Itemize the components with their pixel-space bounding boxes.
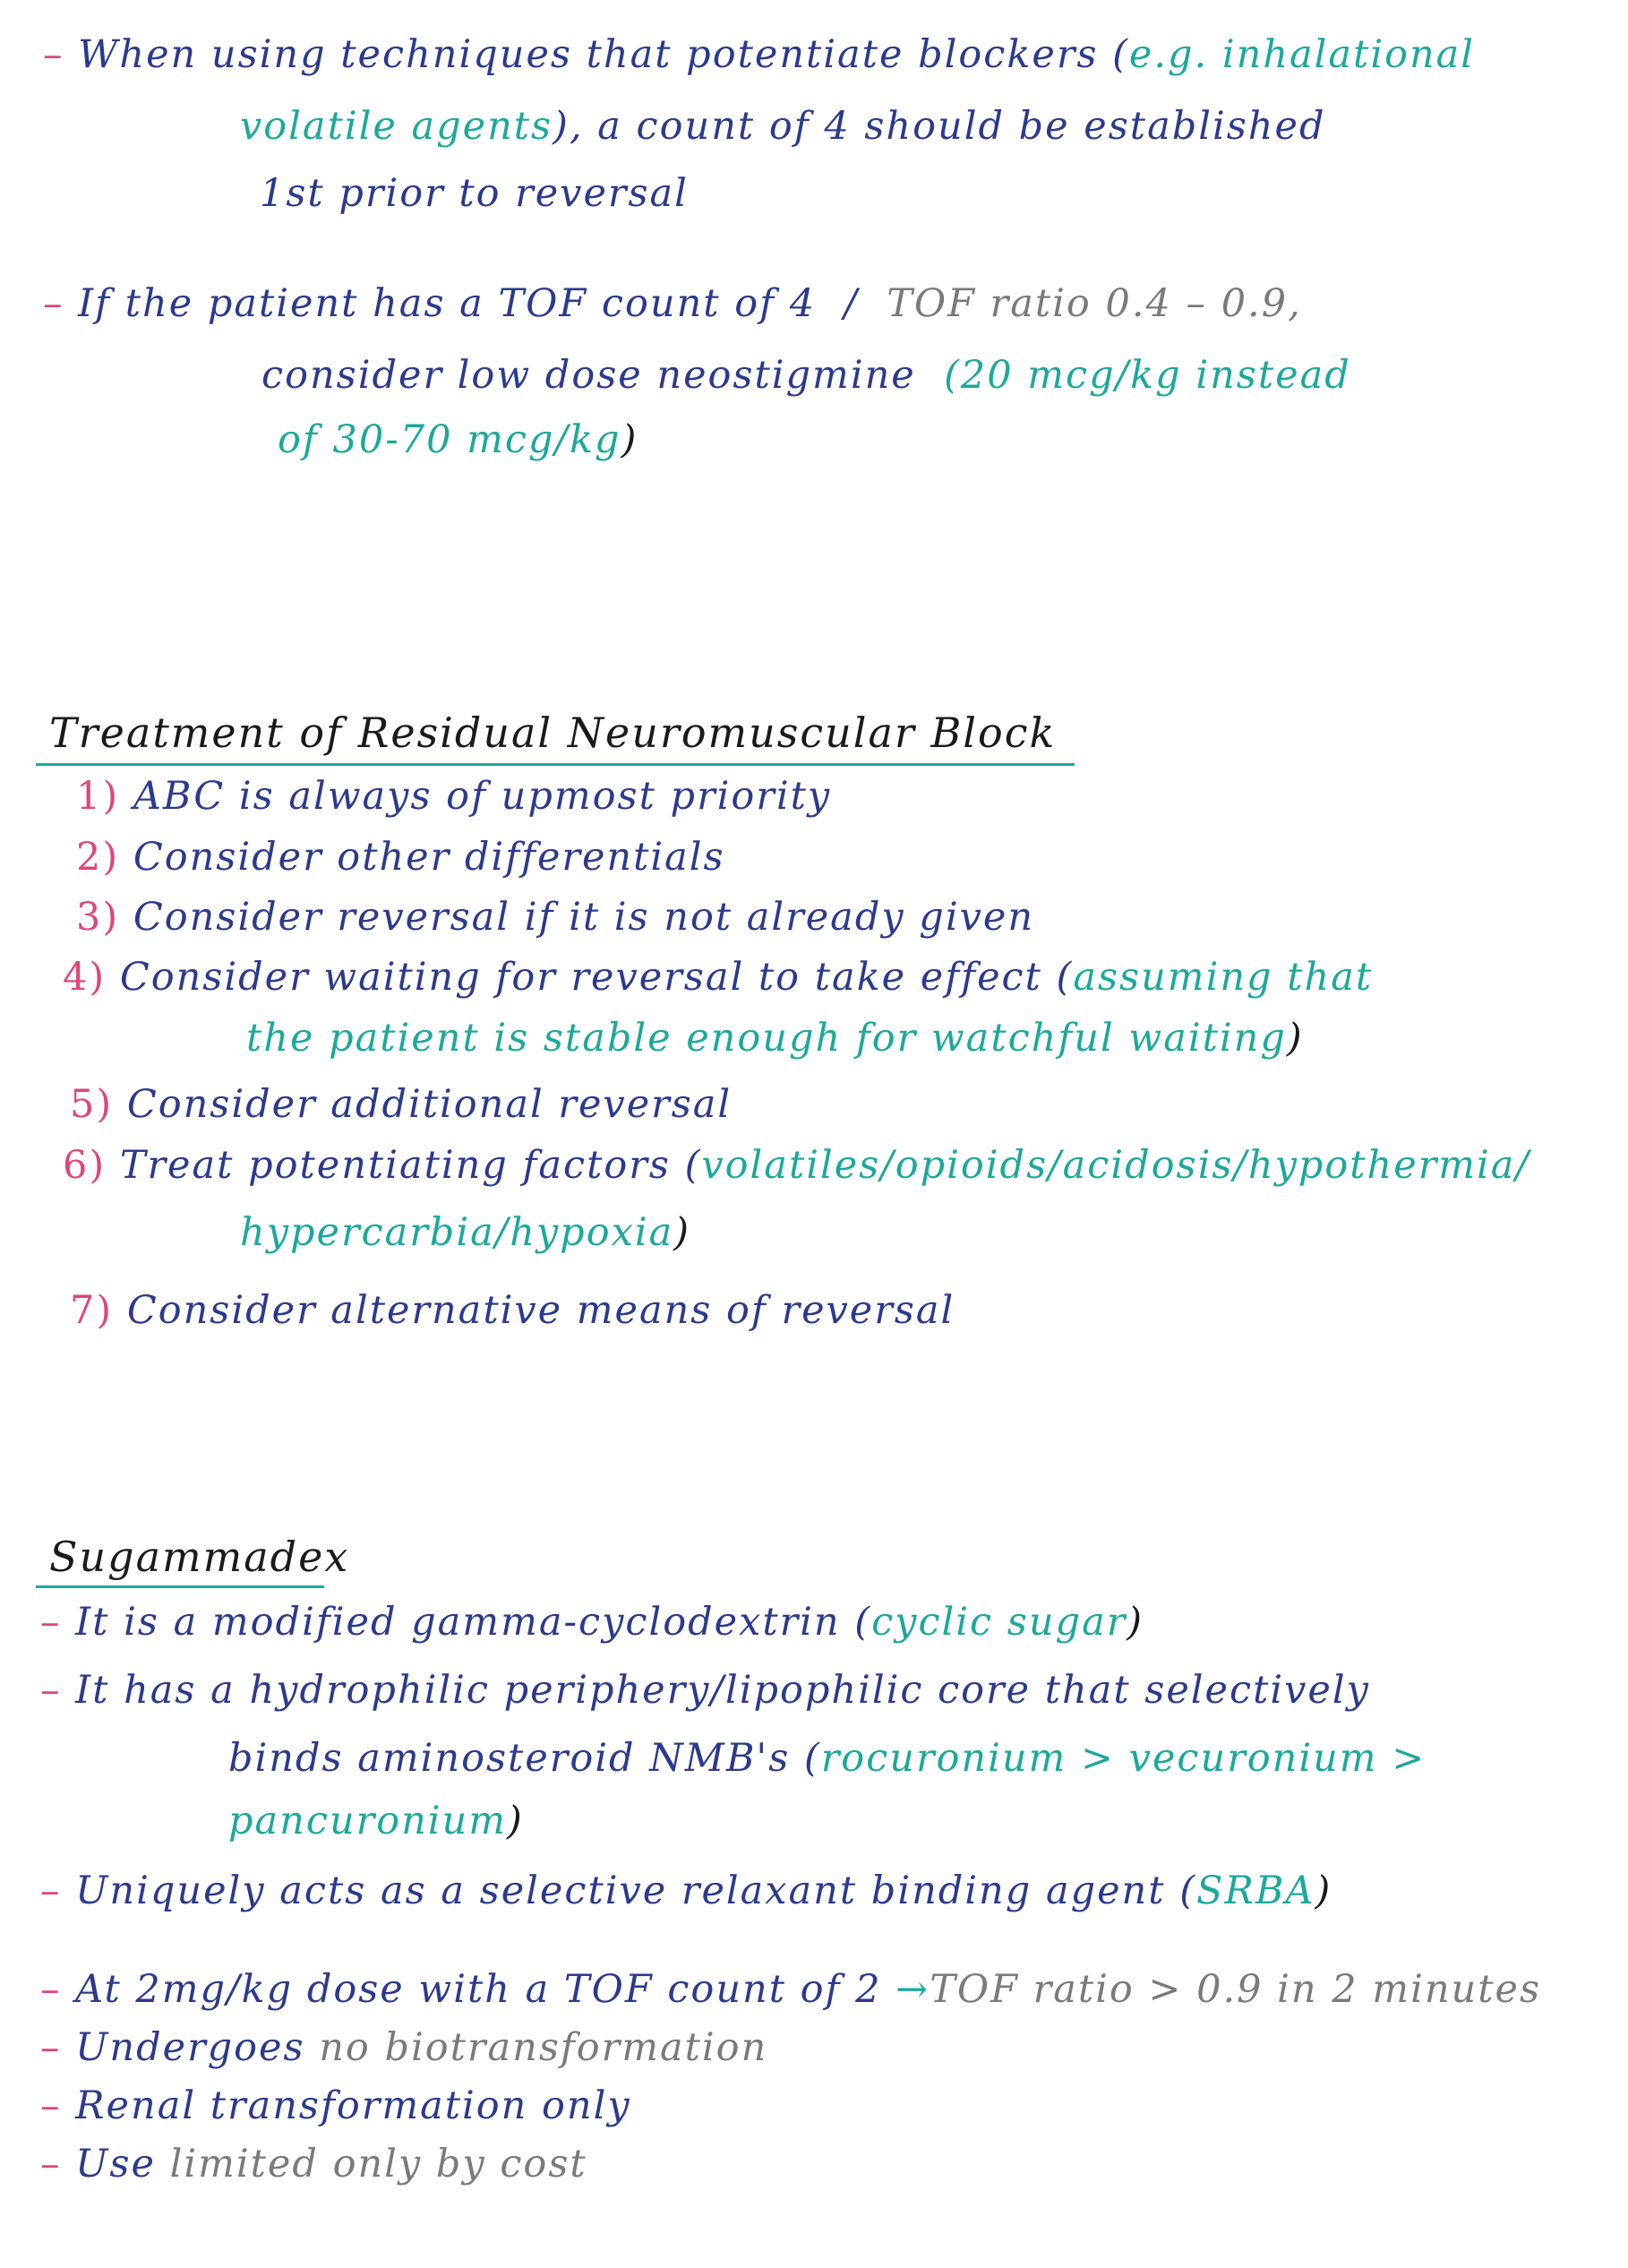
note-line (260, 171, 689, 216)
note-line (40, 1967, 1542, 2012)
bullet-dash: – (40, 1967, 62, 2012)
list-item (70, 1082, 733, 1127)
slash: / (844, 281, 859, 326)
bullet-dash: – (40, 2025, 62, 2070)
note-line (40, 2025, 768, 2070)
note-line (40, 1600, 1144, 1645)
note-line (278, 417, 638, 462)
list-item (70, 1288, 955, 1333)
list-item-continuation (240, 1210, 691, 1255)
note-text: 1st prior to reversal (260, 171, 689, 216)
item-text: Consider reversal if it is not already given (133, 895, 1035, 940)
list-item (76, 835, 725, 880)
note-text: When using techniques that potentiate blockers ( (78, 32, 1129, 77)
bullet-dash: – (40, 1869, 62, 1913)
bullet-dash: – (40, 2142, 62, 2186)
close-paren: ) (1315, 1869, 1332, 1913)
note-line (40, 1869, 1332, 1913)
note-text-gray: TOF ratio > 0.9 in 2 minutes (930, 1967, 1542, 2012)
note-text-gray: no biotransformation (319, 2025, 768, 2070)
item-number: 4) (63, 955, 107, 1000)
bullet-dash: – (40, 1668, 62, 1713)
note-text: Uniquely acts as a selective relaxant binding agent ( (75, 1869, 1196, 1913)
list-item (63, 955, 1374, 1000)
note-line (228, 1736, 1427, 1781)
note-text: It is a modified gamma-cyclodextrin ( (75, 1600, 872, 1645)
bullet-dash: – (43, 281, 64, 326)
heading-underline (36, 1585, 324, 1588)
note-text-teal: pancuronium (228, 1799, 507, 1843)
list-item-continuation (246, 1016, 1304, 1061)
heading-underline (36, 763, 1075, 766)
note-text-teal: e.g. inhalational (1128, 32, 1476, 77)
item-text: ABC is always of upmost priority (133, 774, 832, 819)
item-text: Consider additional reversal (126, 1082, 733, 1127)
note-text-gray: TOF ratio 0.4 – 0.9, (887, 281, 1302, 326)
note-line (40, 1668, 1370, 1713)
item-text-teal: the patient is stable enough for watchful waiting (246, 1016, 1287, 1061)
item-number: 3) (76, 895, 120, 940)
close-paren: ) (507, 1799, 524, 1843)
note-text: At 2mg/kg dose with a TOF count of 2 (75, 1967, 882, 2012)
note-text: Undergoes (75, 2025, 305, 2070)
note-line (228, 1799, 524, 1843)
close-paren: ) (1127, 1600, 1144, 1645)
item-text-teal: assuming that (1073, 955, 1374, 1000)
close-paren: ) (1286, 1016, 1304, 1061)
note-text: It has a hydrophilic periphery/lipophilic core that selectively (75, 1668, 1370, 1713)
list-item (63, 1143, 1530, 1188)
list-item (76, 895, 1035, 940)
arrow-icon: → (895, 1967, 930, 2012)
close-paren: ) (621, 417, 638, 462)
bullet-dash: – (40, 1600, 62, 1645)
note-text-teal: SRBA (1195, 1869, 1315, 1913)
note-line (43, 281, 1302, 326)
note-line (240, 104, 1326, 149)
note-text: Use (75, 2142, 156, 2186)
note-line (40, 2083, 631, 2128)
item-text: Treat potentiating factors ( (119, 1143, 702, 1188)
note-text-teal: volatile agents (240, 104, 553, 149)
note-text-teal: cyclic sugar (871, 1600, 1127, 1645)
item-number: 6) (63, 1143, 107, 1188)
note-text-teal: (20 mcg/kg instead (944, 353, 1351, 398)
item-number: 2) (76, 835, 120, 880)
note-line (40, 2142, 587, 2186)
item-text: Consider waiting for reversal to take effect ( (119, 955, 1074, 1000)
note-text: consider low dose neostigmine (261, 353, 916, 398)
item-number: 5) (70, 1082, 114, 1127)
note-text: ), a count of 4 should be established (553, 104, 1326, 149)
note-text: Renal transformation only (75, 2083, 631, 2128)
note-text: binds aminosteroid NMB's ( (228, 1736, 821, 1781)
close-paren: ) (673, 1210, 691, 1255)
note-line (261, 353, 1351, 398)
list-item (76, 774, 832, 819)
note-text-teal: rocuronium > vecuronium > (820, 1736, 1427, 1781)
item-text: Consider alternative means of reversal (126, 1288, 955, 1333)
item-number: 7) (70, 1288, 114, 1333)
item-number: 1) (76, 774, 120, 819)
item-text-teal: hypercarbia/hypoxia (240, 1210, 674, 1255)
section-heading: Sugammadex (49, 1533, 350, 1581)
bullet-dash: – (43, 32, 64, 77)
note-text-gray: limited only by cost (169, 2142, 587, 2186)
bullet-dash: – (40, 2083, 62, 2128)
section-heading: Treatment of Residual Neuromuscular Block (49, 709, 1057, 757)
item-text: Consider other differentials (133, 835, 725, 880)
note-line (43, 32, 1476, 77)
note-text-teal: of 30-70 mcg/kg (278, 417, 621, 462)
item-text-teal: volatiles/opioids/acidosis/hypothermia/ (701, 1143, 1530, 1188)
note-text: If the patient has a TOF count of 4 (78, 281, 817, 326)
